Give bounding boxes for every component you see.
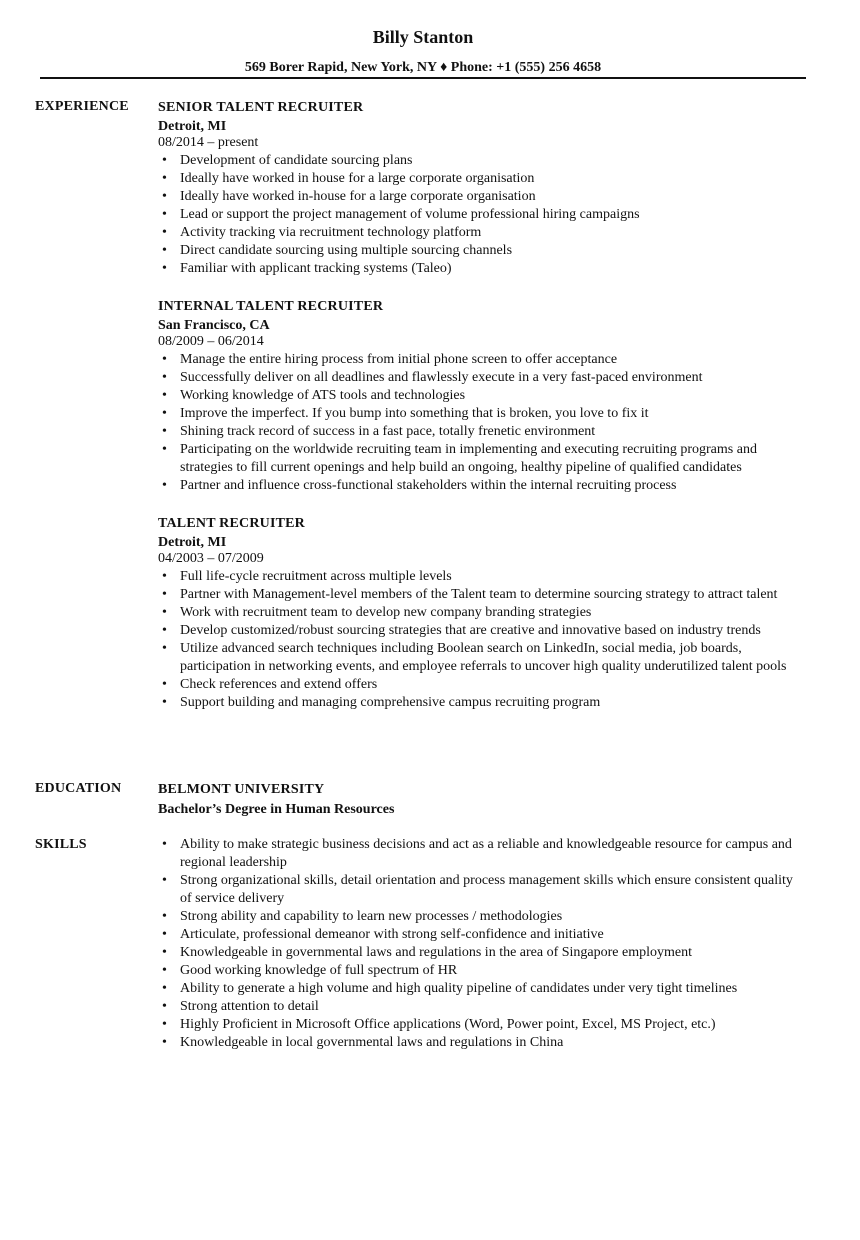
- job-bullet: • Working knowledge of ATS tools and technologies: [158, 387, 808, 405]
- job-bullets: [158, 351, 808, 495]
- job-entry: [158, 98, 808, 278]
- experience-body: [158, 98, 808, 731]
- job-bullet: • Develop customized/robust sourcing strategies that are creative and innovative based on industry trends: [158, 622, 808, 640]
- job-bullet: • Participating on the worldwide recruiting team in implementing and executing recruiting programs and strategies to fill current openings and help build an ongoing, healthy pipeline of qualified candidates: [158, 441, 808, 477]
- job-bullets: [158, 152, 808, 278]
- skill-item: • Highly Proficient in Microsoft Office applications (Word, Power point, Excel, MS Project, etc.): [158, 1016, 808, 1034]
- job-entry: [158, 297, 808, 495]
- job-bullet: • Improve the imperfect. If you bump into something that is broken, you love to fix it: [158, 405, 808, 423]
- job-title: TALENT RECRUITER: [158, 516, 305, 531]
- job-location: Detroit, MI: [158, 119, 227, 134]
- job-location: Detroit, MI: [158, 535, 227, 550]
- job-bullet: • Direct candidate sourcing using multiple sourcing channels: [158, 242, 808, 260]
- job-location: San Francisco, CA: [158, 318, 270, 333]
- job-bullet: • Support building and managing comprehensive campus recruiting program: [158, 694, 808, 712]
- skill-item: • Ability to generate a high volume and high quality pipeline of candidates under very tight timelines: [158, 980, 808, 998]
- skill-item: • Strong attention to detail: [158, 998, 808, 1016]
- header-divider: [40, 77, 806, 79]
- job-bullet: • Ideally have worked in-house for a large corporate organisation: [158, 188, 808, 206]
- job-bullet: • Full life-cycle recruitment across multiple levels: [158, 568, 808, 586]
- skill-item: • Strong ability and capability to learn new processes / methodologies: [158, 908, 808, 926]
- job-bullet: • Familiar with applicant tracking systems (Taleo): [158, 260, 808, 278]
- skill-item: • Ability to make strategic business decisions and act as a reliable and knowledgeable resource for campus and regional leadership: [158, 836, 808, 872]
- job-dates: 08/2014 – present: [158, 135, 259, 150]
- job-bullet: • Successfully deliver on all deadlines and flawlessly execute in a very fast-paced environment: [158, 369, 808, 387]
- job-dates: 08/2009 – 06/2014: [158, 334, 264, 349]
- job-bullets: [158, 568, 808, 712]
- job-bullet: • Partner and influence cross-functional stakeholders within the internal recruiting process: [158, 477, 808, 495]
- section-title-skills: SKILLS: [35, 837, 87, 852]
- job-bullet: • Manage the entire hiring process from initial phone screen to offer acceptance: [158, 351, 808, 369]
- contact-line: 569 Borer Rapid, New York, NY ♦ Phone: +1 (555) 256 4658: [244, 60, 602, 75]
- school-name: BELMONT UNIVERSITY: [158, 782, 325, 797]
- candidate-name: Billy Stanton: [372, 27, 474, 47]
- skill-item: • Articulate, professional demeanor with strong self-confidence and initiative: [158, 926, 808, 944]
- skill-item: • Knowledgeable in local governmental laws and regulations in China: [158, 1034, 808, 1052]
- job-bullet: • Development of candidate sourcing plans: [158, 152, 808, 170]
- skill-item: • Strong organizational skills, detail orientation and process management skills which ensure consistent quality of service delivery: [158, 872, 808, 908]
- education-body: [158, 780, 808, 819]
- job-dates: 04/2003 – 07/2009: [158, 551, 264, 566]
- job-bullet: • Shining track record of success in a fast pace, totally frenetic environment: [158, 423, 808, 441]
- job-title: INTERNAL TALENT RECRUITER: [158, 299, 384, 314]
- skills-body: [158, 836, 808, 1052]
- degree-name: Bachelor’s Degree in Human Resources: [158, 802, 395, 817]
- job-bullet: • Check references and extend offers: [158, 676, 808, 694]
- skills-list: [158, 836, 808, 1052]
- job-bullet: • Partner with Management-level members of the Talent team to determine sourcing strategy to attract talent: [158, 586, 808, 604]
- job-bullet: • Work with recruitment team to develop new company branding strategies: [158, 604, 808, 622]
- job-bullet: • Activity tracking via recruitment technology platform: [158, 224, 808, 242]
- job-bullet: • Utilize advanced search techniques including Boolean search on LinkedIn, social media, job boards, participation in networking events, and employee referrals to uncover high quality underutilized talent pools: [158, 640, 808, 676]
- job-bullet: • Ideally have worked in house for a large corporate organisation: [158, 170, 808, 188]
- skill-item: • Knowledgeable in governmental laws and regulations in the area of Singapore employment: [158, 944, 808, 962]
- job-bullet: • Lead or support the project management of volume professional hiring campaigns: [158, 206, 808, 224]
- job-title: SENIOR TALENT RECRUITER: [158, 100, 364, 115]
- section-title-education: EDUCATION: [35, 781, 122, 796]
- section-title-experience: EXPERIENCE: [35, 99, 129, 114]
- job-entry: [158, 514, 808, 712]
- skill-item: • Good working knowledge of full spectrum of HR: [158, 962, 808, 980]
